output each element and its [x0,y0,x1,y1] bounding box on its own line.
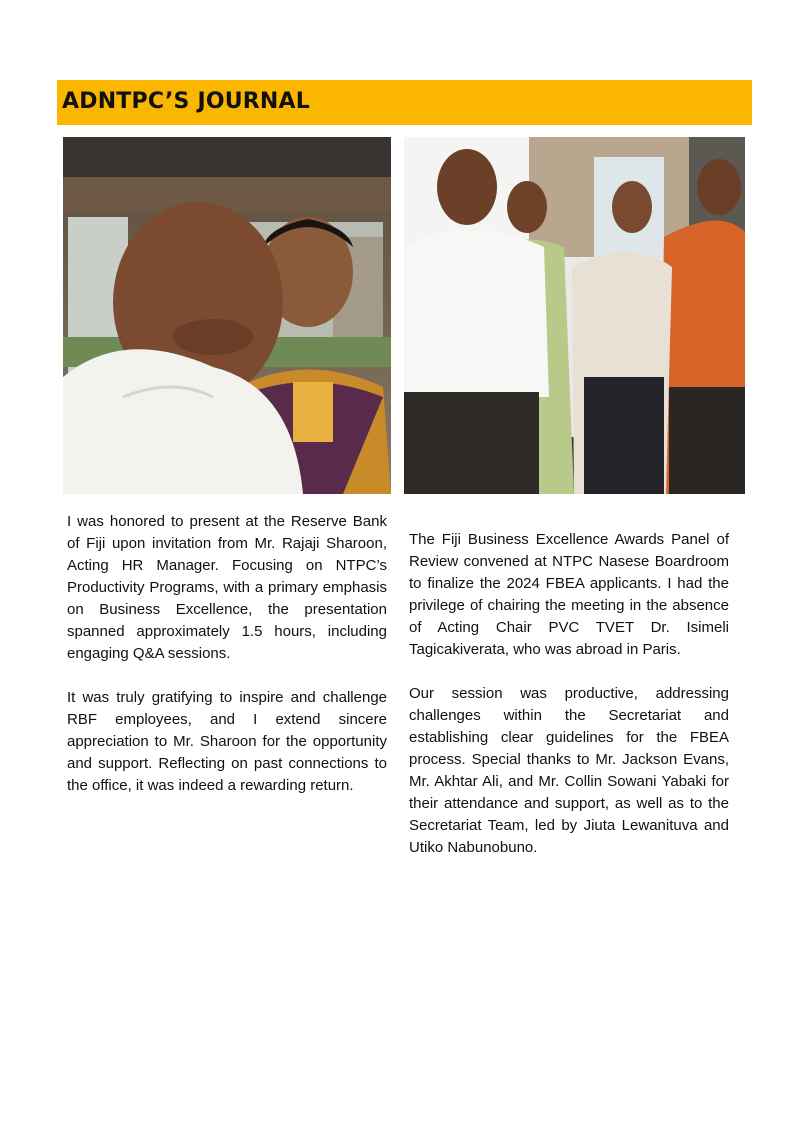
selfie-photo [63,137,391,494]
paragraph: The Fiji Business Excellence Awards Panel of Review convened at NTPC Nasese Boardroom to finalize the 2024 FBEA applicants. I had the privilege of chairing the meeting in the absence of Acting Chair PVC TVET Dr. Isimeli Tagicakiverata, who was abroad in Paris. [409,531,729,658]
header-banner [57,80,752,125]
group-photo [404,137,745,494]
paragraph: It was truly gratifying to inspire and challenge RBF employees, and I extend sincere appreciation to Mr. Sharoon for the opportunity and support. Reflecting on past connections to the office, it was indeed a rewarding return. [67,689,387,794]
paragraph: Our session was productive, addressing challenges within the Secretariat and establishing clear guidelines for the FBEA process. Special thanks to Mr. Jackson Evans, Mr. Akhtar Ali, and Mr. Collin Sowani Yabaki for their attendance and support, as well as to the Secretariat Team, led by Jiuta Lewanituva and Utiko Nabunobuno. [409,685,729,856]
left-article [67,511,387,819]
paragraph: I was honored to present at the Reserve Bank of Fiji upon invitation from Mr. Rajaji Sharoon, Acting HR Manager. Focusing on NTPC’s Productivity Programs, with a primary emphasis on Business Excellence, the presentation spanned approximately 1.5 hours, including engaging Q&A sessions. [67,513,387,662]
page-title: ADNTPC’S JOURNAL [62,89,310,114]
right-article [409,529,729,881]
